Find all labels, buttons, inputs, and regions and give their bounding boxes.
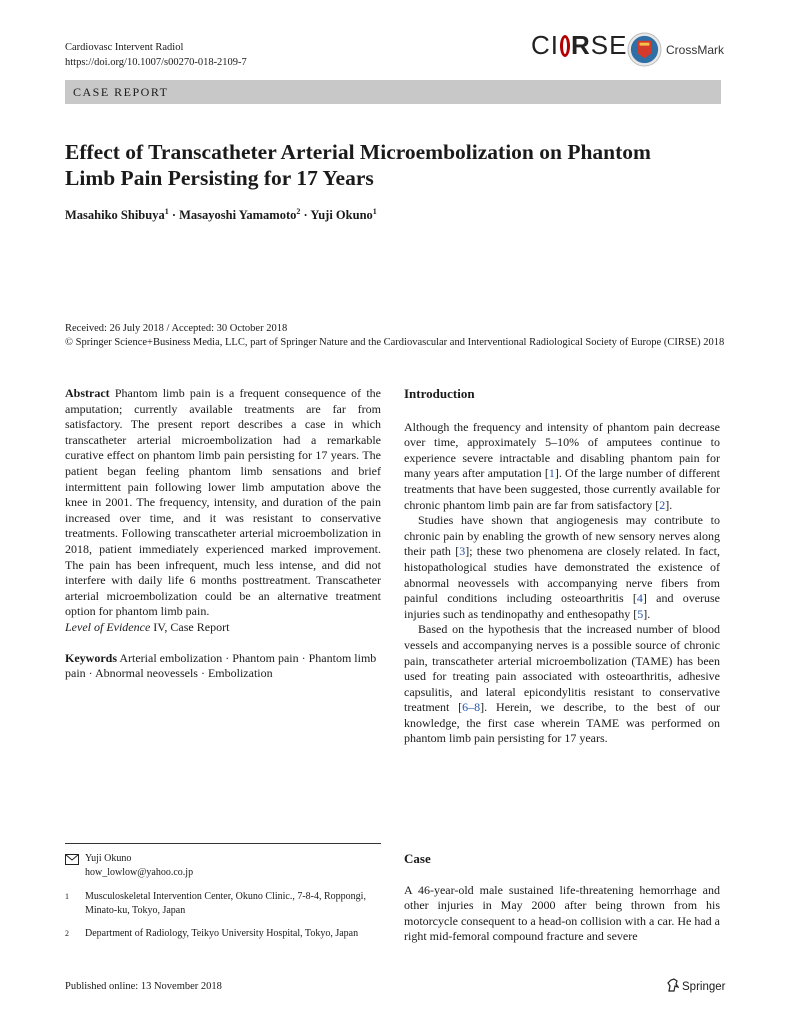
introduction-heading: Introduction xyxy=(404,386,475,401)
cirse-logo xyxy=(531,30,627,61)
section-bar xyxy=(65,80,721,104)
received-dates: Received: 26 July 2018 / Accepted: 30 October 2018 xyxy=(65,323,288,334)
published-date: Published online: 13 November 2018 xyxy=(65,981,222,992)
affiliation-number: 1 xyxy=(65,892,69,901)
case-heading: Case xyxy=(404,851,431,866)
citation-link[interactable]: 4 xyxy=(636,591,643,606)
citation-link[interactable]: 6–8 xyxy=(462,700,481,715)
intro-text: ]. xyxy=(665,497,673,512)
affiliation-item xyxy=(65,927,381,941)
author-separator: · xyxy=(171,208,176,223)
author-name[interactable]: Masahiko Shibuya xyxy=(65,208,165,223)
article-meta xyxy=(65,322,725,350)
intro-text: Although the frequency and intensity of phantom pain decrease over time, approximately 5–10% of amputees continue to experience severe intractable and disabling phantom pain for many years after amputation [ xyxy=(404,419,720,481)
publisher-name: Springer xyxy=(682,981,726,993)
case-paragraph: A 46-year-old male sustained life-threatening hemorrhage and other injuries in May 2000 after being thrown from his motorcycle consequent to a head-on collision with a car. He had a right mid-femoral compound fracture and severe xyxy=(404,882,720,944)
abstract xyxy=(65,386,381,620)
journal-header xyxy=(65,40,247,70)
citation-link[interactable]: 3 xyxy=(459,544,466,559)
author-separator: · xyxy=(303,208,308,223)
intro-text: ]. xyxy=(643,606,651,621)
citation-link[interactable]: 1 xyxy=(548,466,555,481)
intro-text: ]; these two phenomena are closely related. In fact, histopathological studies have demonstrated the existence of abnormal neovessels with accompanying nerve fibers from painful conditions including osteoarthritis [ xyxy=(404,544,720,606)
intro-paragraph-1 xyxy=(404,420,720,514)
title-line-2: Limb Pain Persisting for 17 Years xyxy=(65,166,374,190)
envelope-icon xyxy=(65,854,79,865)
title-line-1: Effect of Transcatheter Arterial Microembolization on Phantom xyxy=(65,140,651,164)
section-label: CASE REPORT xyxy=(73,85,169,99)
intro-paragraph-2 xyxy=(404,513,720,622)
affiliation-text: Department of Radiology, Teikyo University Hospital, Tokyo, Japan xyxy=(85,928,359,939)
intro-text: ]. Of the large number of different treatments that have been suggested, those currently available for chronic phantom limb pain are far from satisfactory [ xyxy=(404,466,721,512)
citation-link[interactable]: 2 xyxy=(659,497,666,512)
intro-paragraph-3 xyxy=(404,622,720,747)
crossmark-icon[interactable] xyxy=(627,32,662,67)
author-affiliation: 1 xyxy=(164,207,169,216)
cirse-logo-se: SE xyxy=(590,30,628,60)
author-list xyxy=(65,207,377,223)
affiliation-item xyxy=(65,890,381,917)
affiliation-text: Musculoskeletal Intervention Center, Okuno Clinic., 7-8-4, Roppongi, Minato-ku, Tokyo, Japan xyxy=(85,891,366,916)
intro-text: Studies have shown that angiogenesis may contribute to chronic pain by enabling the growth of new sensory nerves along their path [ xyxy=(404,513,720,559)
level-of-evidence-value: IV, Case Report xyxy=(153,619,230,634)
doi-link[interactable]: https://doi.org/10.1007/s00270-018-2109-7 xyxy=(65,57,247,68)
footnote-divider xyxy=(65,843,381,844)
intro-text: ]. Herein, we describe, to the best of our knowledge, the first case wherein TAME was performed on phantom limb pain persisting for 17 years. xyxy=(404,700,720,746)
abstract-text: Phantom limb pain is a frequent consequence of the amputation; currently available treatments are far from satisfactory. The present report describes a case in which transcatheter arterial microembolization had a remarkable curative effect on phantom limb pain persisting for 17 years. The patient began feeling phantom limb sensations and brief intermittent pain following lower limb amputation above the knee in 2001. The frequency, intensity, and duration of the pain increased over time, and it was resistant to conservative treatments. Following transcatheter arterial microembolization in 2018, patient immediately experienced marked improvement. The pain has been infrequent, much less intense, and did not interfere with daily life 6 months posttreatment. Transcatheter arterial microembolization could be an alternative treatment option for phantom limb pain. xyxy=(65,386,381,619)
level-of-evidence-label: Level of Evidence xyxy=(65,619,151,634)
correspondence-block xyxy=(65,852,381,941)
keywords xyxy=(65,651,381,682)
publisher-mark xyxy=(667,978,725,993)
citation-link[interactable]: 5 xyxy=(637,606,644,621)
level-of-evidence xyxy=(65,620,381,636)
article-title xyxy=(65,139,715,191)
correspondence-row xyxy=(65,852,381,879)
abstract-label: Abstract xyxy=(65,386,110,400)
springer-horse-icon xyxy=(667,978,679,992)
affiliation-number: 2 xyxy=(65,929,69,938)
introduction-section xyxy=(404,386,720,747)
correspondence-details xyxy=(85,852,193,879)
intro-text: Based on the hypothesis that the increased number of blood vessels and accompanying nerves is a possible source of chronic pain, transcatheter arterial microembolization (TAME) has been used for treating pain associated with osteoarthritis, adhesive capsulitis, and lateral epicondylitis resistant to conservative treatment [ xyxy=(404,622,720,715)
author-affiliation: 1 xyxy=(372,207,377,216)
left-column xyxy=(65,386,381,682)
journal-name: Cardiovasc Intervent Radiol xyxy=(65,42,184,53)
copyright-notice: © Springer Science+Business Media, LLC, part of Springer Nature and the Cardiovascular and Interventional Radiological Society of Europe (CIRSE) 2018 xyxy=(65,337,725,348)
correspondence-email[interactable]: how_lowlow@yahoo.co.jp xyxy=(85,866,194,878)
keywords-label: Keywords xyxy=(65,650,117,665)
correspondence-name: Yuji Okuno xyxy=(85,853,132,864)
crossmark-label[interactable]: CrossMark xyxy=(666,43,725,57)
cirse-logo-r: R xyxy=(571,30,591,60)
intro-text: ] and overuse injuries such as tendinopathy and enthesopathy [ xyxy=(404,591,721,621)
author-affiliation: 2 xyxy=(296,207,301,216)
author-name[interactable]: Yuji Okuno xyxy=(310,208,373,223)
author-name[interactable]: Masayoshi Yamamoto xyxy=(179,208,297,223)
cirse-ring-icon xyxy=(560,35,570,57)
keywords-text: Arterial embolization · Phantom pain · Phantom limb pain · Abnormal neovessels · Embolization xyxy=(65,650,377,681)
cirse-logo-ci: CI xyxy=(531,30,559,60)
case-section xyxy=(404,851,720,945)
